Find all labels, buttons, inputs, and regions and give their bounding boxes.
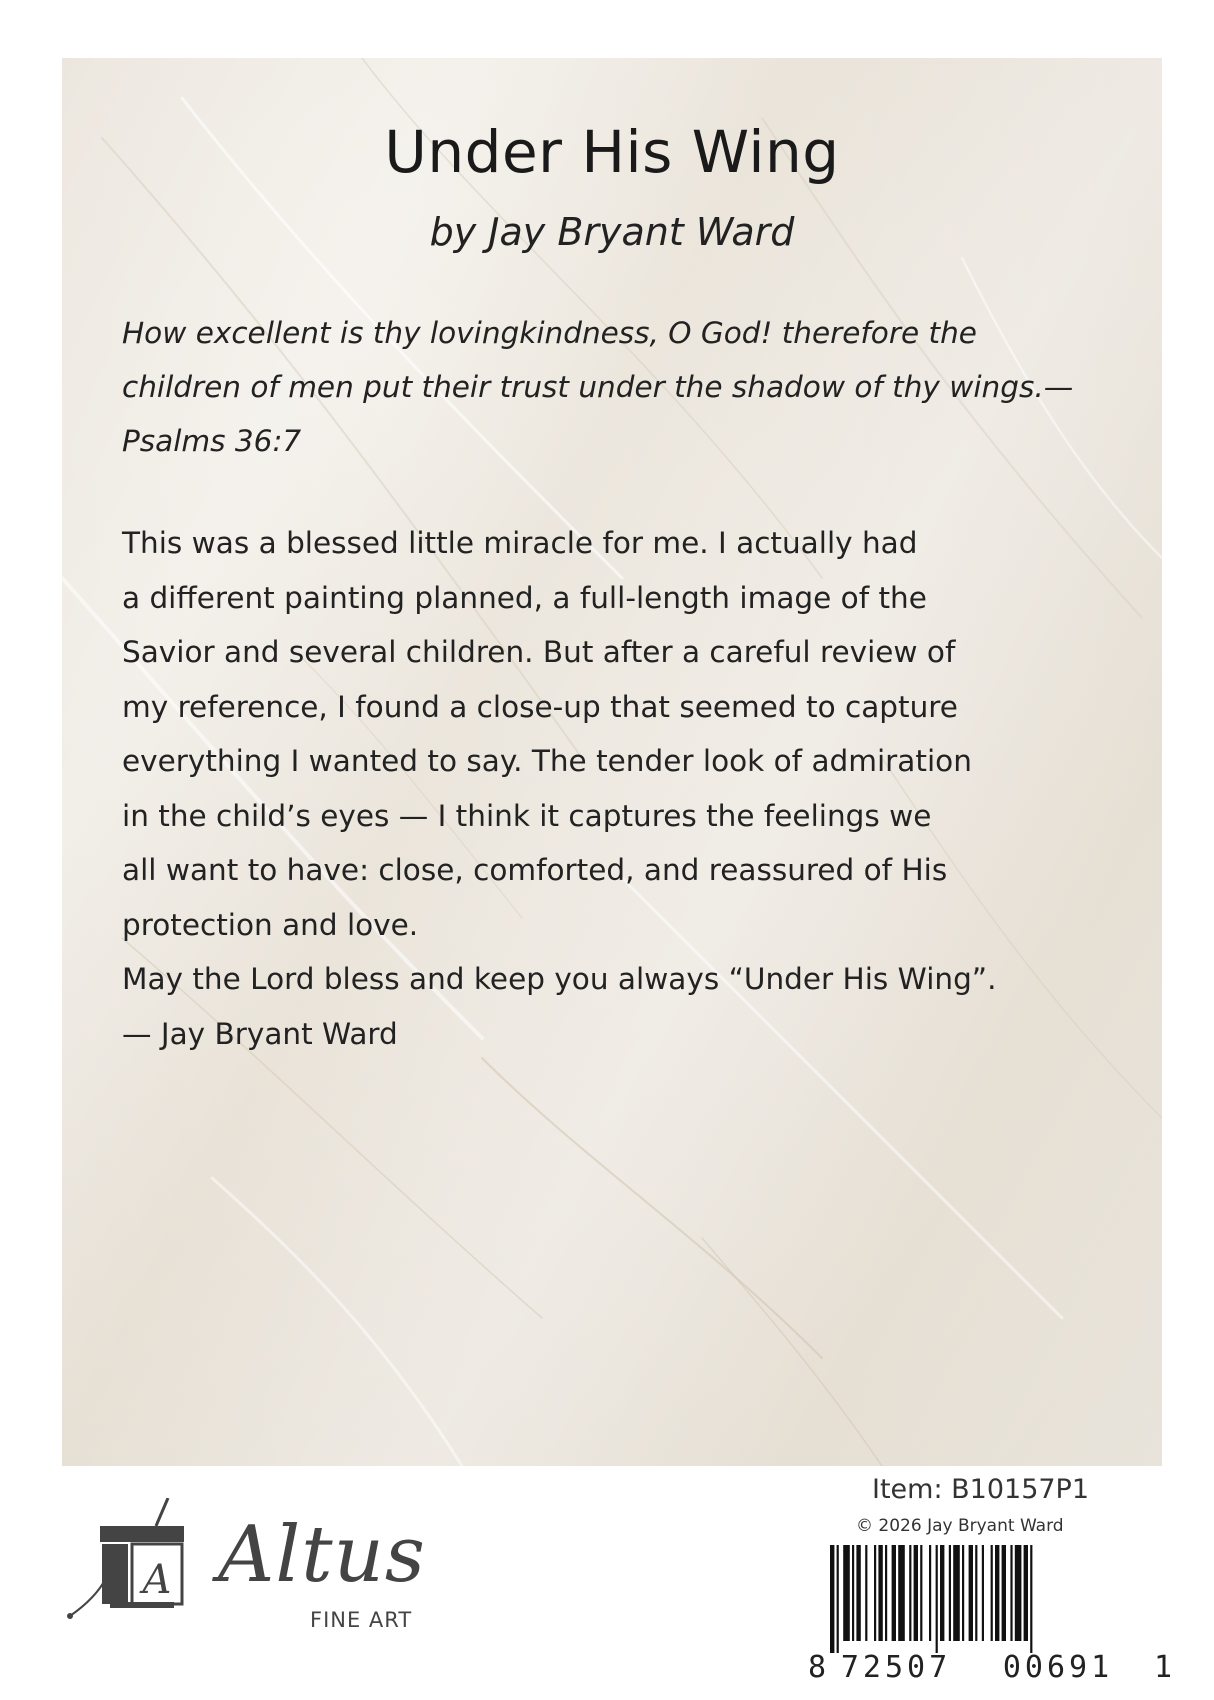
copyright: © 2026 Jay Bryant Ward	[856, 1516, 1064, 1536]
barcode-bar	[914, 1545, 918, 1641]
barcode-bar	[837, 1545, 839, 1653]
barcode-bar	[940, 1545, 944, 1641]
barcode-bar	[929, 1545, 931, 1641]
barcode-bar	[953, 1545, 960, 1641]
barcode-digit: 1	[1154, 1650, 1173, 1685]
barcode-bar	[969, 1545, 973, 1641]
statement-line: in the child’s eyes — I think it captures the feelings we	[122, 798, 932, 833]
barcode-bar	[830, 1545, 834, 1653]
barcode-bar	[865, 1545, 867, 1641]
statement-line: everything I wanted to say. The tender look of admiration	[122, 744, 972, 778]
statement-line: Savior and several children. But after a careful review of	[122, 635, 956, 669]
barcode-bar	[909, 1545, 911, 1641]
barcode-bar	[1030, 1545, 1032, 1653]
barcode-bar	[885, 1545, 887, 1641]
easel-icon	[60, 1498, 200, 1628]
barcode-bar	[1015, 1545, 1022, 1641]
marble-background-panel	[62, 58, 1162, 1466]
logo-monogram: A	[142, 1557, 172, 1603]
statement-line: May the Lord bless and keep you always “Under His Wing”.	[122, 962, 997, 996]
byline: by Jay Bryant Ward	[429, 210, 795, 254]
barcode-digits: 72507	[840, 1650, 952, 1685]
barcode-bar	[878, 1545, 882, 1641]
barcode-bar	[856, 1545, 860, 1641]
logo-name: Altus	[218, 1510, 426, 1600]
page-title: Under His Wing	[384, 118, 840, 186]
barcode-bar	[995, 1545, 999, 1641]
statement-line: This was a blessed little miracle for me. I actually had	[122, 526, 918, 560]
barcode-bar	[843, 1545, 850, 1641]
barcode-digit: 8	[808, 1650, 827, 1685]
barcode-bar	[975, 1545, 977, 1641]
barcode-bar	[1010, 1545, 1012, 1641]
altus-logo	[60, 1498, 460, 1658]
barcode-bar	[982, 1545, 984, 1641]
barcode-bar	[920, 1545, 922, 1641]
item-number: Item: B10157P1	[872, 1474, 1090, 1505]
barcode-bar	[852, 1545, 854, 1641]
logo-subtitle: FINE ART	[310, 1608, 413, 1632]
barcode-bar	[949, 1545, 951, 1641]
barcode-bar	[1002, 1545, 1006, 1641]
barcode-bar	[892, 1545, 896, 1641]
barcode-bar	[991, 1545, 993, 1641]
statement-signature: — Jay Bryant Ward	[122, 1016, 398, 1051]
artist-statement	[122, 516, 1102, 1061]
scripture-quote: How excellent is thy lovingkindness, O God! therefore the children of men put their trust under the shadow of thy wings.— Psalms 36:7	[122, 316, 1074, 458]
statement-line: protection and love.	[122, 907, 419, 942]
statement-line: a different painting planned, a full-length image of the	[122, 580, 927, 615]
barcode	[796, 1545, 1176, 1685]
barcode-bar	[1024, 1545, 1028, 1641]
statement-line: my reference, I found a close-up that seemed to capture	[122, 689, 958, 724]
barcode-bar	[962, 1545, 964, 1641]
barcode-bar	[936, 1545, 938, 1653]
barcode-digits: 00691	[1002, 1650, 1114, 1685]
barcode-bar	[874, 1545, 876, 1641]
statement-line: all want to have: close, comforted, and reassured of His	[122, 853, 948, 887]
barcode-bar	[898, 1545, 905, 1641]
